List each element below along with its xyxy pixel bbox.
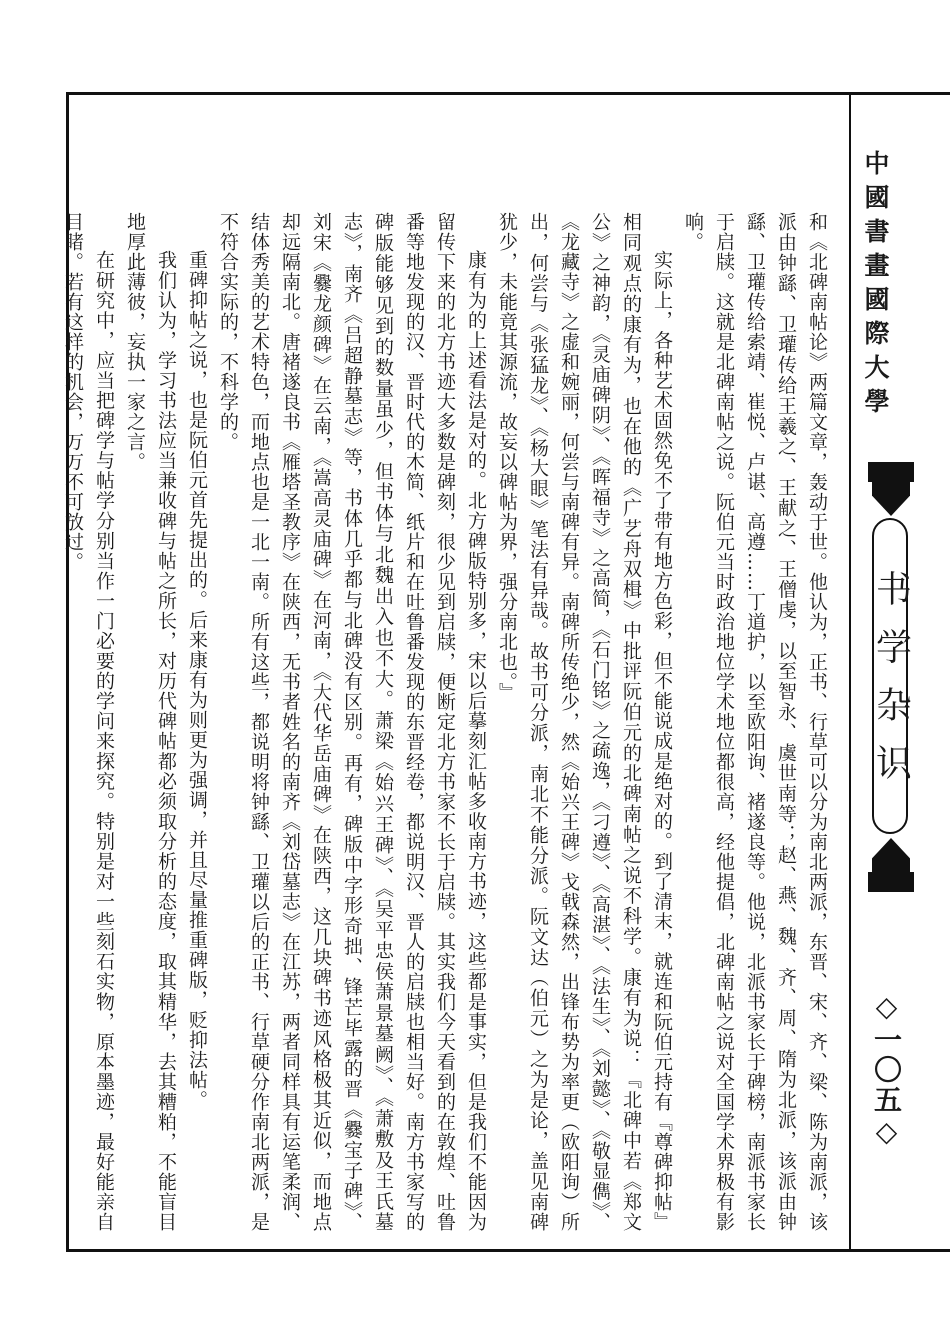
paragraph: 实际上，各种艺术固然免不了带有地方色彩，但不能说成是绝对的。到了清末，就连和阮伯元持有『尊碑抑帖』相同观点的康有为，也在他的《广艺舟双楫》中批评阮伯元的北碑南帖之说不科学。康有为说：『北碑中若《郑文公》之神韵，《灵庙碑阴》、《晖福寺》之高简，《石门铭》之疏逸，《刁遵》、《高湛》、《法生》、《刘懿》、《敬显儁》、《龙藏寺》之虚和婉丽，何尝与南碑有异。南碑所传绝少，然《始兴王碑》戈戟森然，出锋布势为率更（欧阳询）所出，何尝与《张猛龙》、《杨大眼》笔法有异哉。故书可分派，南北不能分派。阮文达（伯元）之为是论，盖见南碑犹少，未能竟其源流，故妄以碑帖为界，强分南北也。』	[496, 212, 673, 1232]
paragraph: 重碑抑帖之说，也是阮伯元首先提出的。后来康有为则更为强调，并且尽量推重碑版，贬抑法帖。	[186, 250, 208, 1110]
page-number: ◇一〇五◇	[870, 990, 903, 1150]
body-text	[62, 212, 832, 1232]
tab-top-bar	[868, 462, 914, 482]
paragraph: 康有为的上述看法是对的。北方碑版特别多，宋以后摹刻汇帖多收南方书迹，这些都是事实，但是我们不能因为留传下来的北方书迹大多数是碑刻，很少见到启牍，便断定北方书家不长于启牍。其实我们今天看到的在敦煌、吐鲁番等地发现的汉、晋时代的木简、纸片和在吐鲁番发现的东晋经卷，都说明汉、晋人的启牍也相当好。南方书家写的碑版能够见到的数量虽少，但书体与北魏出入也不大。萧梁《始兴王碑》、《吴平忠侯萧景墓阙》、《萧敷及王氏墓志》，南齐《吕超静墓志》等，书体几乎都与北碑没有区别。再有，碑版中字形奇拙、锋芒毕露的晋《爨宝子碑》、刘宋《爨龙颜碑》在云南，《嵩高灵庙碑》在河南，《大代华岳庙碑》在陕西，这几块碑书迹风格极其近似，而地点却远隔南北。唐褚遂良书《雁塔圣教序》在陕西，无书者姓名的南齐《刘岱墓志》在江苏，两者同样具有运笔柔润、结体秀美的艺术特色，而地点也是一北一南。所有这些，都说明将钟繇、卫瓘以后的正书、行草硬分作南北两派，是不符合实际的，不科学的。	[217, 212, 487, 1232]
tab-bottom-bar	[868, 872, 914, 892]
paragraph: 在研究中，应当把碑学与帖学分别当作一门必要的学问来探究。特别是对一些刻石实物，原本墨迹，最好能亲自目睹。若有这样的机会，万万不可放过。	[62, 212, 115, 1232]
paragraph: 我们认为，学习书法应当兼收碑与帖之所长，对历代碑帖都必须取分析的态度，取其精华，去其糟粕，不能盲目地厚此薄彼，妄执一家之言。	[124, 212, 177, 1232]
tab-bottom-chevron	[872, 838, 910, 872]
section-name: 书学杂识	[870, 570, 912, 802]
tab-top-chevron	[872, 482, 910, 516]
paragraph: 和《北碑南帖论》两篇文章，轰动于世。他认为，正书、行草可以分为南北两派，东晋、宋、齐、梁、陈为南派，该派由钟繇、卫瓘传给王羲之、王献之、王僧虔，以至智永、虞世南等；赵、燕、魏、齐、周、隋为北派，该派由钟繇、卫瓘传给索靖、崔悦、卢谌、高遵……丁道护，以至欧阳询、褚遂良等。他说，北派书家长于碑榜，南派书家长于启牍。这就是北碑南帖之说。阮伯元当时政治地位学术地位都很高，经他提倡，北碑南帖之说对全国学术界极有影响。	[682, 212, 828, 1232]
journal-title: 中國書畫國際大學	[861, 150, 890, 422]
